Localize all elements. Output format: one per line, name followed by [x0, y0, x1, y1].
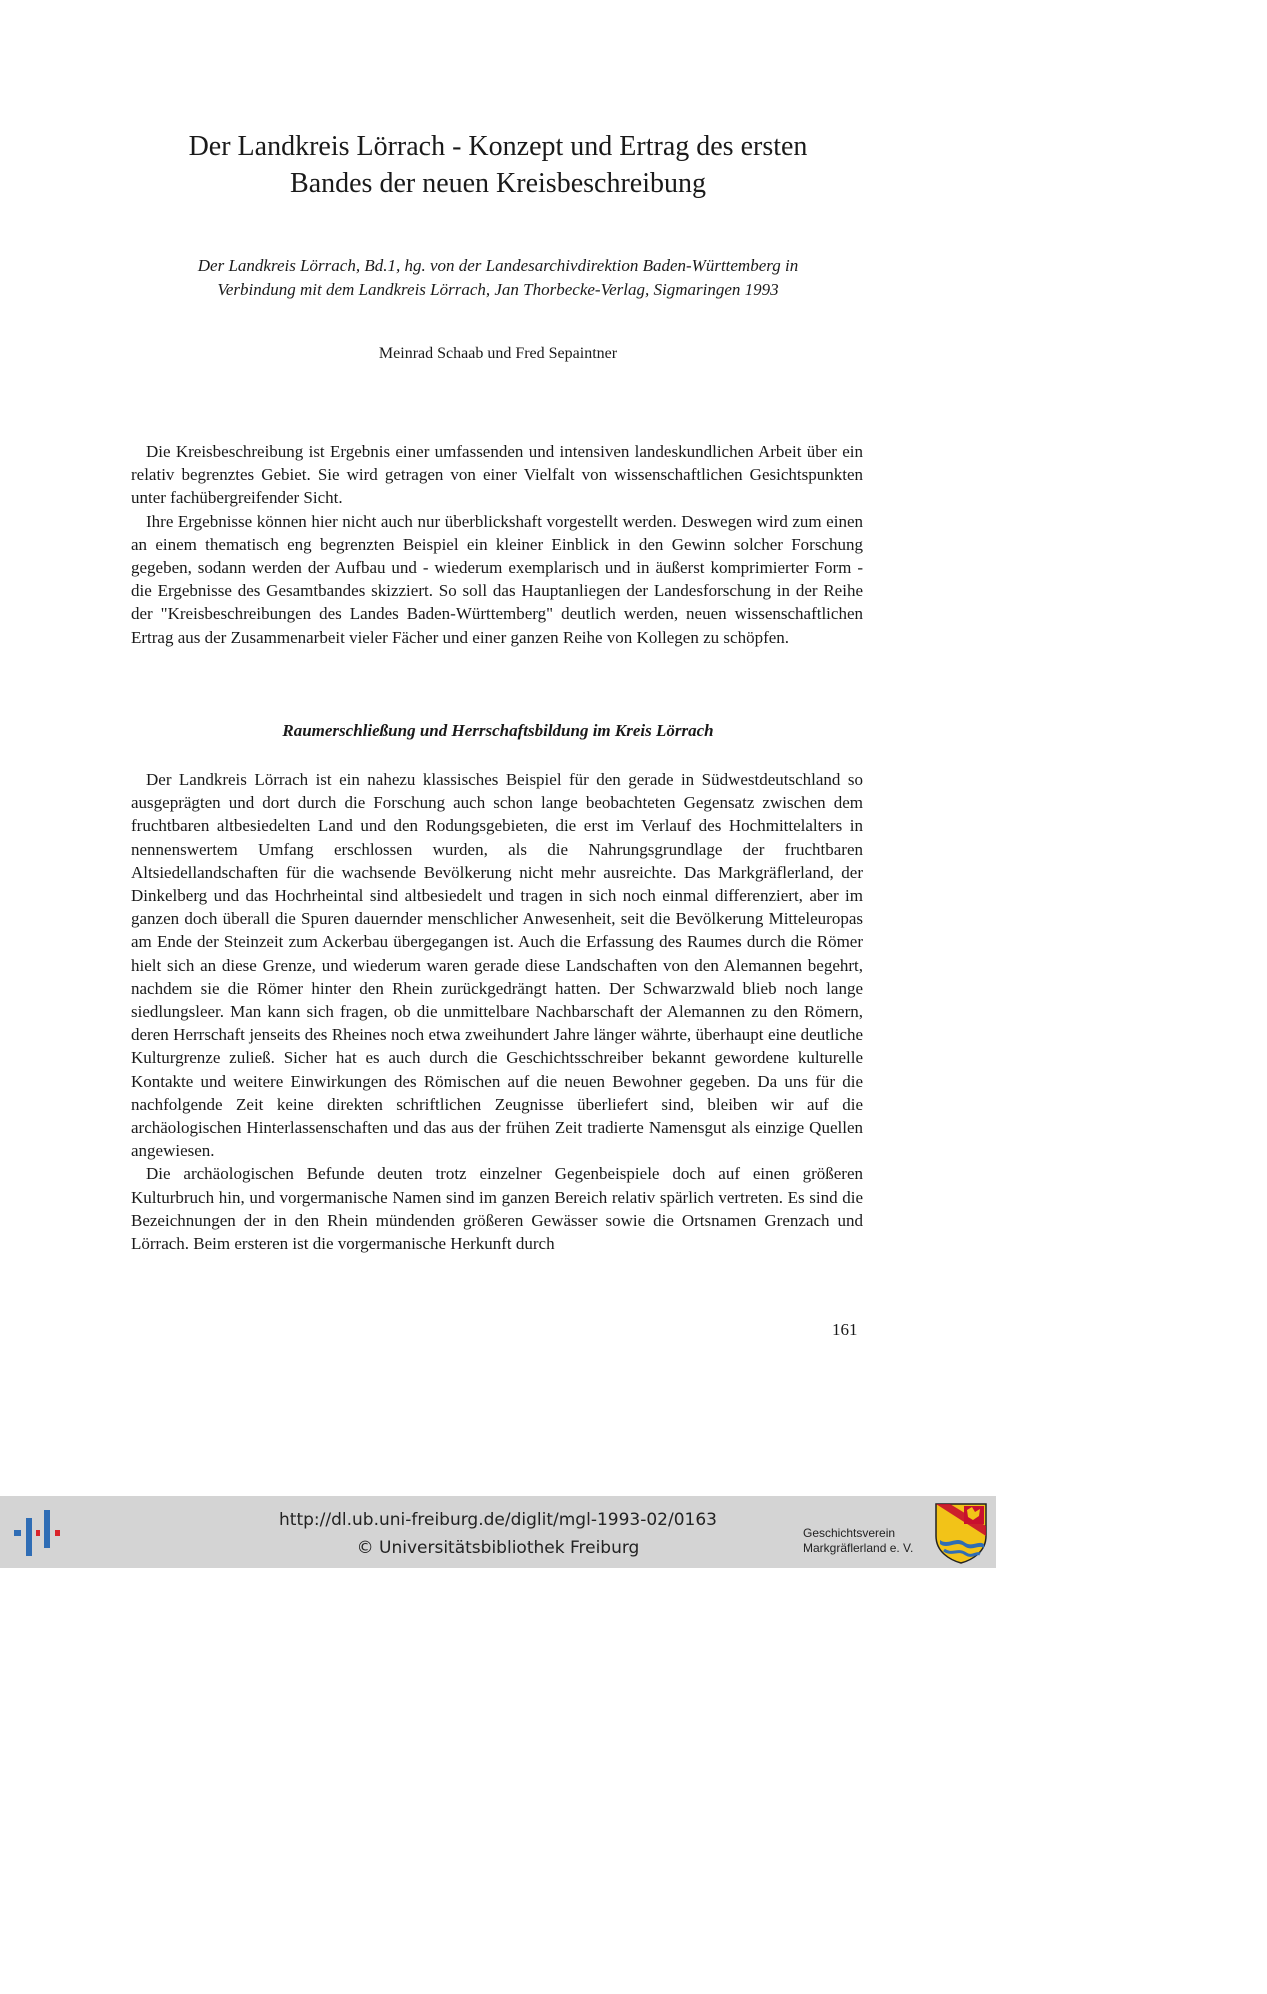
title-line-2: Bandes der neuen Kreisbeschreibung: [290, 168, 706, 199]
coat-of-arms-icon[interactable]: [934, 1502, 988, 1564]
authors: Meinrad Schaab und Fred Sepaintner: [378, 345, 618, 362]
page-title: [0, 128, 996, 202]
reference-line-2: Verbindung mit dem Landkreis Lörrach, Jan Thorbecke-Verlag, Sigmaringen 1993: [217, 280, 779, 299]
bibliographic-reference: [0, 254, 996, 302]
paragraph: Der Landkreis Lörrach ist ein nahezu klassisches Beispiel für den gerade in Südwestdeutschland so ausgeprägten und dort durch die Forschung auch schon lange beobachteten Gegensatz zwischen dem fruchtbaren altbesiedelten Land und den Rodungsgebieten, die erst im Verlauf des Hochmittelalters in nennenswertem Umfang erschlossen wurden, als die Nahrungsgrundlage der fruchtbaren Altsiedellandschaften für die wachsende Bevölkerung nicht mehr ausreichte. Das Markgräflerland, der Dinkelberg und das Hochrheintal sind altbesiedelt und tragen in sich noch einmal differenziert, aber im ganzen doch überall die Spuren dauernder menschlicher Anwesenheit, seit die Bevölkerung Mitteleuropas am Ende der Steinzeit zum Ackerbau übergegangen ist. Auch die Erfassung des Raumes durch die Römer hielt sich an diese Grenze, und wiederum waren gerade diese Landschaften von den Alemannen begehrt, nachdem sie die Römer hinter den Rhein zurückgedrängt hatten. Der Schwarzwald blieb noch lange siedlungsleer. Man kann sich fragen, ob die unmittelbare Nachbarschaft der Alemannen zu den Römern, deren Herrschaft jenseits des Rheines noch etwa zweihundert Jahre länger währte, überhaupt eine deutliche Kulturgrenze zuließ. Sicher hat es auch durch die Geschichtsschreiber bekannt gewordene kulturelle Kontakte und weitere Einwirkungen des Römischen auf die neuen Bewohner gegeben. Da uns für die nachfolgende Zeit keine direkten schriftlichen Zeugnisse überliefert sind, bleiben wir auf die archäologischen Hinterlassenschaften und das aus der frühen Zeit tradierte Namensgut als einzige Quellen angewiesen.: [131, 770, 863, 1161]
section-text: [131, 768, 863, 1255]
footer-bar: [0, 1496, 996, 1568]
document-url-link[interactable]: http://dl.ub.uni-freiburg.de/diglit/mgl-1993-02/0163: [279, 1510, 717, 1530]
page-number: 161: [832, 1320, 858, 1339]
society-name: [803, 1526, 913, 1556]
paragraph: Die archäologischen Befunde deuten trotz einzelner Gegenbeispiele doch auf einen größeren Kulturbruch hin, und vorgermanische Namen sind im ganzen Bereich relativ spärlich vertreten. Es sind die Bezeichnungen der in den Rhein mündenden größeren Gewässer sowie die Ortsnamen Grenzach und Lörrach. Beim ersteren ist die vorgermanische Herkunft durch: [131, 1164, 863, 1254]
intro-text: [131, 440, 863, 649]
section-heading: Raumerschließung und Herrschaftsbildung im Kreis Lörrach: [282, 721, 714, 740]
reference-line-1: Der Landkreis Lörrach, Bd.1, hg. von der Landesarchivdirektion Baden-Württemberg in: [197, 256, 799, 275]
society-line-1: Geschichtsverein: [803, 1526, 896, 1540]
copyright-notice: © Universitätsbibliothek Freiburg: [356, 1538, 640, 1558]
title-line-1: Der Landkreis Lörrach - Konzept und Ertrag des ersten: [188, 131, 808, 162]
paragraph: Die Kreisbeschreibung ist Ergebnis einer umfassenden und intensiven landeskundlichen Arbeit über ein relativ begrenztes Gebiet. Sie wird getragen von einer Vielfalt von wissenschaftlichen Gesichtspunkten unter fachübergreifender Sicht.: [131, 442, 863, 508]
society-line-2: Markgräflerland e. V.: [803, 1541, 914, 1555]
paragraph: Ihre Ergebnisse können hier nicht auch nur überblickshaft vorgestellt werden. Deswegen wird zum einen an einem thematisch eng begrenzten Beispiel ein kleiner Einblick in den Gewinn solcher Forschung gegeben, sodann werden der Aufbau und - wiederum exemplarisch und in äußerst komprimierter Form - die Ergebnisse des Gesamtbandes skizziert. So soll das Hauptanliegen der Landesforschung in der Reihe der "Kreisbeschreibungen des Landes Baden-Württemberg" deutlich werden, neuen wissenschaftlichen Ertrag aus der Zusammenarbeit vieler Fächer und einer ganzen Reihe von Kollegen zu schöpfen.: [131, 511, 863, 647]
